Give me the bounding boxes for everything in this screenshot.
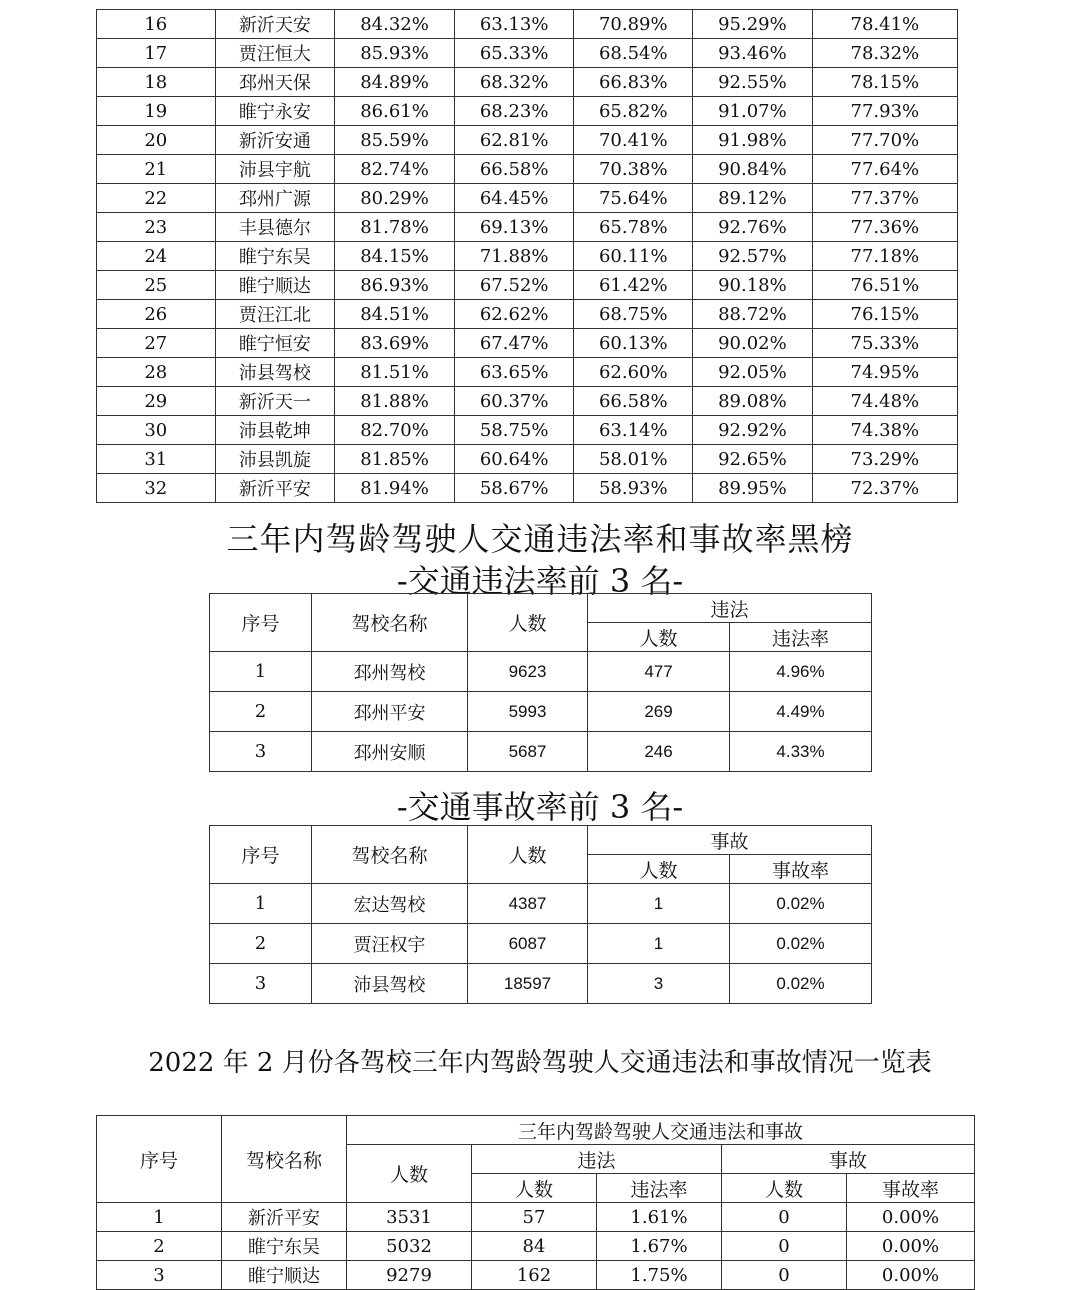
- table-cell: 85.59%: [335, 126, 455, 155]
- table-cell: 62.62%: [454, 300, 574, 329]
- table-cell: 宏达驾校: [312, 884, 468, 924]
- table-cell: 246: [588, 732, 730, 772]
- table-row: [97, 1261, 975, 1290]
- table-cell: 95.29%: [693, 10, 813, 39]
- accident-table-body: [210, 884, 872, 1004]
- table-cell: 90.84%: [693, 155, 813, 184]
- table-cell: 18: [97, 68, 216, 97]
- header-violation: 违法: [472, 1145, 722, 1174]
- table-cell: 新沂安通: [215, 126, 335, 155]
- table-cell: 80.29%: [335, 184, 455, 213]
- header-accident-count: 人数: [588, 855, 730, 884]
- table-cell: 86.93%: [335, 271, 455, 300]
- header-count: 人数: [468, 826, 588, 884]
- header-accident-rate: 事故率: [847, 1174, 975, 1203]
- table-cell: 4.33%: [730, 732, 872, 772]
- table-cell: 0.02%: [730, 884, 872, 924]
- table-cell: 76.51%: [812, 271, 957, 300]
- table-cell: 贾汪江北: [215, 300, 335, 329]
- table-cell: 26: [97, 300, 216, 329]
- table-cell: 75.64%: [574, 184, 693, 213]
- table-row: [97, 97, 958, 126]
- table-cell: 1: [588, 884, 730, 924]
- table-row: [97, 474, 958, 503]
- table-cell: 1: [588, 924, 730, 964]
- table-cell: 68.54%: [574, 39, 693, 68]
- header-school-name: 驾校名称: [222, 1116, 347, 1203]
- table-cell: 63.14%: [574, 416, 693, 445]
- table-row: [210, 964, 872, 1004]
- table-cell: 2: [210, 692, 312, 732]
- table-cell: 1: [97, 1203, 222, 1232]
- table-cell: 睢宁顺达: [215, 271, 335, 300]
- table-cell: 83.69%: [335, 329, 455, 358]
- table-cell: 沛县凯旋: [215, 445, 335, 474]
- table-cell: 邳州安顺: [312, 732, 468, 772]
- table-cell: 22: [97, 184, 216, 213]
- table-cell: 67.47%: [454, 329, 574, 358]
- table-cell: 58.75%: [454, 416, 574, 445]
- monthly-table-body: [97, 1203, 975, 1290]
- table-cell: 2: [210, 924, 312, 964]
- table-cell: 23: [97, 213, 216, 242]
- table-cell: 84.51%: [335, 300, 455, 329]
- table-cell: 82.74%: [335, 155, 455, 184]
- table-cell: 0.00%: [847, 1261, 975, 1290]
- table-cell: 3: [588, 964, 730, 1004]
- table-cell: 86.61%: [335, 97, 455, 126]
- table-cell: 4387: [468, 884, 588, 924]
- table-cell: 77.70%: [812, 126, 957, 155]
- table-cell: 睢宁顺达: [222, 1261, 347, 1290]
- table-row: [97, 387, 958, 416]
- table-cell: 1.75%: [597, 1261, 722, 1290]
- table-cell: 睢宁东吴: [215, 242, 335, 271]
- table-cell: 0.02%: [730, 964, 872, 1004]
- table-cell: 29: [97, 387, 216, 416]
- table-cell: 84.32%: [335, 10, 455, 39]
- table-cell: 69.13%: [454, 213, 574, 242]
- table-cell: 73.29%: [812, 445, 957, 474]
- table-cell: 0: [722, 1232, 847, 1261]
- table-cell: 90.18%: [693, 271, 813, 300]
- table-cell: 沛县驾校: [215, 358, 335, 387]
- table-cell: 邳州驾校: [312, 652, 468, 692]
- table-cell: 81.85%: [335, 445, 455, 474]
- table-cell: 81.88%: [335, 387, 455, 416]
- table-cell: 57: [472, 1203, 597, 1232]
- table-row: [97, 39, 958, 68]
- header-violation-rate: 违法率: [730, 623, 872, 652]
- table-cell: 1.67%: [597, 1232, 722, 1261]
- table-cell: 65.33%: [454, 39, 574, 68]
- table-cell: 18597: [468, 964, 588, 1004]
- table-cell: 28: [97, 358, 216, 387]
- table-cell: 81.51%: [335, 358, 455, 387]
- table-cell: 31: [97, 445, 216, 474]
- table-cell: 68.23%: [454, 97, 574, 126]
- table-row: [97, 445, 958, 474]
- header-count: 人数: [468, 594, 588, 652]
- table-row: [97, 213, 958, 242]
- table-cell: 20: [97, 126, 216, 155]
- table-cell: 58.67%: [454, 474, 574, 503]
- table-cell: 5993: [468, 692, 588, 732]
- table-row: [97, 271, 958, 300]
- header-violation-count: 人数: [588, 623, 730, 652]
- table-cell: 沛县宇航: [215, 155, 335, 184]
- table-cell: 24: [97, 242, 216, 271]
- table-cell: 邳州广源: [215, 184, 335, 213]
- table-cell: 92.05%: [693, 358, 813, 387]
- table-cell: 92.92%: [693, 416, 813, 445]
- table-cell: 84: [472, 1232, 597, 1261]
- ranking-table: [96, 9, 958, 503]
- table-row: [97, 358, 958, 387]
- table-cell: 63.65%: [454, 358, 574, 387]
- table-cell: 78.15%: [812, 68, 957, 97]
- table-cell: 66.58%: [574, 387, 693, 416]
- table-cell: 89.95%: [693, 474, 813, 503]
- table-cell: 92.55%: [693, 68, 813, 97]
- table-cell: 沛县乾坤: [215, 416, 335, 445]
- header-violation-count: 人数: [472, 1174, 597, 1203]
- table-cell: 91.98%: [693, 126, 813, 155]
- table-cell: 沛县驾校: [312, 964, 468, 1004]
- table-cell: 17: [97, 39, 216, 68]
- table-cell: 68.32%: [454, 68, 574, 97]
- violation-subtitle: -交通违法率前 3 名-: [396, 562, 684, 600]
- header-accident-group: 事故: [588, 826, 872, 855]
- table-row: [97, 126, 958, 155]
- table-cell: 58.01%: [574, 445, 693, 474]
- table-row: [210, 924, 872, 964]
- table-cell: 5032: [347, 1232, 472, 1261]
- table-cell: 67.52%: [454, 271, 574, 300]
- table-cell: 睢宁永安: [215, 97, 335, 126]
- header-seq: 序号: [210, 826, 312, 884]
- table-cell: 72.37%: [812, 474, 957, 503]
- accident-top3-table: [209, 825, 872, 1004]
- table-cell: 1: [210, 652, 312, 692]
- table-cell: 75.33%: [812, 329, 957, 358]
- table-cell: 81.94%: [335, 474, 455, 503]
- table-cell: 91.07%: [693, 97, 813, 126]
- table-row: [97, 184, 958, 213]
- table-cell: 新沂平安: [222, 1203, 347, 1232]
- table-cell: 58.93%: [574, 474, 693, 503]
- table-cell: 1.61%: [597, 1203, 722, 1232]
- table-cell: 2: [97, 1232, 222, 1261]
- accident-subtitle: -交通事故率前 3 名-: [396, 788, 684, 826]
- table-cell: 62.60%: [574, 358, 693, 387]
- table-cell: 65.78%: [574, 213, 693, 242]
- table-cell: 3: [97, 1261, 222, 1290]
- table-cell: 477: [588, 652, 730, 692]
- table-cell: 89.12%: [693, 184, 813, 213]
- header-school-name: 驾校名称: [312, 594, 468, 652]
- table-cell: 30: [97, 416, 216, 445]
- table-cell: 5687: [468, 732, 588, 772]
- header-group: 三年内驾龄驾驶人交通违法和事故: [347, 1116, 975, 1145]
- table-cell: 19: [97, 97, 216, 126]
- table-cell: 贾汪权宇: [312, 924, 468, 964]
- table-row: [97, 1203, 975, 1232]
- table-cell: 77.93%: [812, 97, 957, 126]
- table-cell: 6087: [468, 924, 588, 964]
- blacklist-title: 三年内驾龄驾驶人交通违法率和事故率黑榜: [226, 520, 854, 558]
- table-cell: 70.89%: [574, 10, 693, 39]
- table-cell: 162: [472, 1261, 597, 1290]
- header-violation-rate: 违法率: [597, 1174, 722, 1203]
- table-cell: 92.76%: [693, 213, 813, 242]
- header-school-name: 驾校名称: [312, 826, 468, 884]
- monthly-table: [96, 1115, 975, 1290]
- table-row: [97, 1232, 975, 1261]
- table-cell: 78.41%: [812, 10, 957, 39]
- table-row: [210, 732, 872, 772]
- table-row: [210, 692, 872, 732]
- table-cell: 0: [722, 1261, 847, 1290]
- table-cell: 贾汪恒大: [215, 39, 335, 68]
- violation-table-body: [210, 652, 872, 772]
- table-cell: 90.02%: [693, 329, 813, 358]
- table-cell: 77.36%: [812, 213, 957, 242]
- violation-top3-table: [209, 593, 872, 772]
- table-cell: 74.38%: [812, 416, 957, 445]
- table-cell: 25: [97, 271, 216, 300]
- table-cell: 92.65%: [693, 445, 813, 474]
- table-cell: 60.37%: [454, 387, 574, 416]
- table-cell: 68.75%: [574, 300, 693, 329]
- table-cell: 66.83%: [574, 68, 693, 97]
- table-cell: 0.02%: [730, 924, 872, 964]
- table-cell: 3531: [347, 1203, 472, 1232]
- header-accident: 事故: [722, 1145, 975, 1174]
- table-row: [97, 10, 958, 39]
- table-row: [97, 300, 958, 329]
- table-cell: 71.88%: [454, 242, 574, 271]
- table-cell: 1: [210, 884, 312, 924]
- table-cell: 9279: [347, 1261, 472, 1290]
- ranking-table-body: [97, 10, 958, 503]
- table-cell: 269: [588, 692, 730, 732]
- table-cell: 70.38%: [574, 155, 693, 184]
- table-cell: 74.48%: [812, 387, 957, 416]
- table-cell: 60.13%: [574, 329, 693, 358]
- table-row: [97, 68, 958, 97]
- table-cell: 4.96%: [730, 652, 872, 692]
- table-cell: 88.72%: [693, 300, 813, 329]
- table-cell: 84.15%: [335, 242, 455, 271]
- table-cell: 新沂天一: [215, 387, 335, 416]
- header-seq: 序号: [210, 594, 312, 652]
- table-cell: 丰县德尔: [215, 213, 335, 242]
- table-cell: 81.78%: [335, 213, 455, 242]
- table-cell: 62.81%: [454, 126, 574, 155]
- table-row: [210, 884, 872, 924]
- table-cell: 64.45%: [454, 184, 574, 213]
- table-cell: 65.82%: [574, 97, 693, 126]
- table-cell: 32: [97, 474, 216, 503]
- table-cell: 邳州天保: [215, 68, 335, 97]
- table-cell: 93.46%: [693, 39, 813, 68]
- header-violation-group: 违法: [588, 594, 872, 623]
- table-cell: 77.37%: [812, 184, 957, 213]
- header-accident-rate: 事故率: [730, 855, 872, 884]
- table-cell: 新沂平安: [215, 474, 335, 503]
- header-count: 人数: [347, 1145, 472, 1203]
- table-cell: 77.64%: [812, 155, 957, 184]
- table-cell: 63.13%: [454, 10, 574, 39]
- table-cell: 27: [97, 329, 216, 358]
- header-seq: 序号: [97, 1116, 222, 1203]
- table-cell: 睢宁东吴: [222, 1232, 347, 1261]
- table-cell: 84.89%: [335, 68, 455, 97]
- monthly-table-title: 2022 年 2 月份各驾校三年内驾龄驾驶人交通违法和事故情况一览表: [148, 1048, 932, 1078]
- table-cell: 61.42%: [574, 271, 693, 300]
- table-row: [97, 416, 958, 445]
- table-cell: 16: [97, 10, 216, 39]
- table-row: [97, 242, 958, 271]
- table-row: [97, 329, 958, 358]
- table-cell: 0: [722, 1203, 847, 1232]
- table-cell: 睢宁恒安: [215, 329, 335, 358]
- table-cell: 21: [97, 155, 216, 184]
- table-cell: 76.15%: [812, 300, 957, 329]
- table-cell: 9623: [468, 652, 588, 692]
- table-cell: 4.49%: [730, 692, 872, 732]
- table-cell: 85.93%: [335, 39, 455, 68]
- table-row: [210, 652, 872, 692]
- table-cell: 3: [210, 964, 312, 1004]
- table-cell: 82.70%: [335, 416, 455, 445]
- table-cell: 77.18%: [812, 242, 957, 271]
- table-cell: 新沂天安: [215, 10, 335, 39]
- table-cell: 74.95%: [812, 358, 957, 387]
- table-cell: 0.00%: [847, 1203, 975, 1232]
- table-cell: 66.58%: [454, 155, 574, 184]
- table-cell: 60.64%: [454, 445, 574, 474]
- table-cell: 70.41%: [574, 126, 693, 155]
- table-cell: 0.00%: [847, 1232, 975, 1261]
- table-cell: 60.11%: [574, 242, 693, 271]
- table-cell: 78.32%: [812, 39, 957, 68]
- header-accident-count: 人数: [722, 1174, 847, 1203]
- table-cell: 89.08%: [693, 387, 813, 416]
- table-cell: 92.57%: [693, 242, 813, 271]
- table-row: [97, 155, 958, 184]
- table-cell: 3: [210, 732, 312, 772]
- table-cell: 邳州平安: [312, 692, 468, 732]
